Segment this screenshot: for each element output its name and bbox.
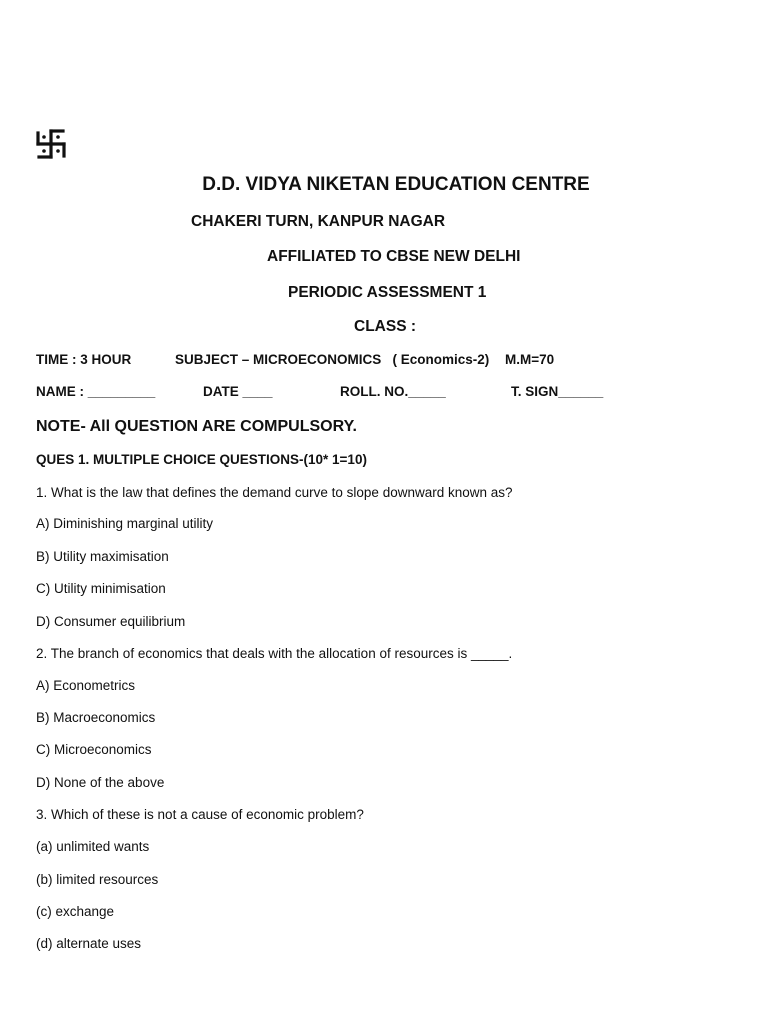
name-field: NAME : _________	[36, 384, 156, 399]
school-address: CHAKERI TURN, KANPUR NAGAR	[191, 213, 446, 230]
school-name: D.D. VIDYA NIKETAN EDUCATION CENTRE	[202, 174, 590, 195]
affiliation: AFFILIATED TO CBSE NEW DELHI	[267, 248, 521, 265]
question-3-option-c: (c) exchange	[36, 904, 115, 919]
question-2-option-a: A) Econometrics	[36, 678, 136, 693]
roll-number-field: ROLL. NO._____	[340, 384, 446, 399]
question-2-option-b: B) Macroeconomics	[36, 710, 156, 725]
question-3-option-b: (b) limited resources	[36, 872, 159, 887]
max-marks: M.M=70	[505, 352, 555, 367]
question-3-option-d: (d) alternate uses	[36, 936, 142, 951]
question-1: 1. What is the law that defines the demand curve to slope downward known as?	[36, 485, 513, 500]
question-3: 3. Which of these is not a cause of economic problem?	[36, 807, 364, 822]
note: NOTE- All QUESTION ARE COMPULSORY.	[36, 418, 357, 435]
question-1-option-d: D) Consumer equilibrium	[36, 614, 186, 629]
question-1-option-a: A) Diminishing marginal utility	[36, 516, 214, 531]
exam-title: PERIODIC ASSESSMENT 1	[288, 284, 487, 301]
date-field: DATE ____	[203, 384, 273, 399]
section-heading: QUES 1. MULTIPLE CHOICE QUESTIONS-(10* 1=10)	[36, 452, 367, 467]
question-1-option-c: C) Utility minimisation	[36, 581, 166, 596]
question-2: 2. The branch of economics that deals with the allocation of resources is _____.	[36, 646, 513, 661]
subject-info: SUBJECT – MICROECONOMICS ( Economics-2)	[175, 352, 490, 367]
question-2-option-c: C) Microeconomics	[36, 742, 152, 757]
question-2-option-d: D) None of the above	[36, 775, 165, 790]
class-label: CLASS :	[354, 318, 416, 335]
teacher-sign-field: T. SIGN______	[511, 384, 604, 399]
swastika-symbol-icon	[34, 127, 68, 161]
question-1-option-b: B) Utility maximisation	[36, 549, 169, 564]
time-info: TIME : 3 HOUR	[36, 352, 132, 367]
question-3-option-a: (a) unlimited wants	[36, 839, 150, 854]
